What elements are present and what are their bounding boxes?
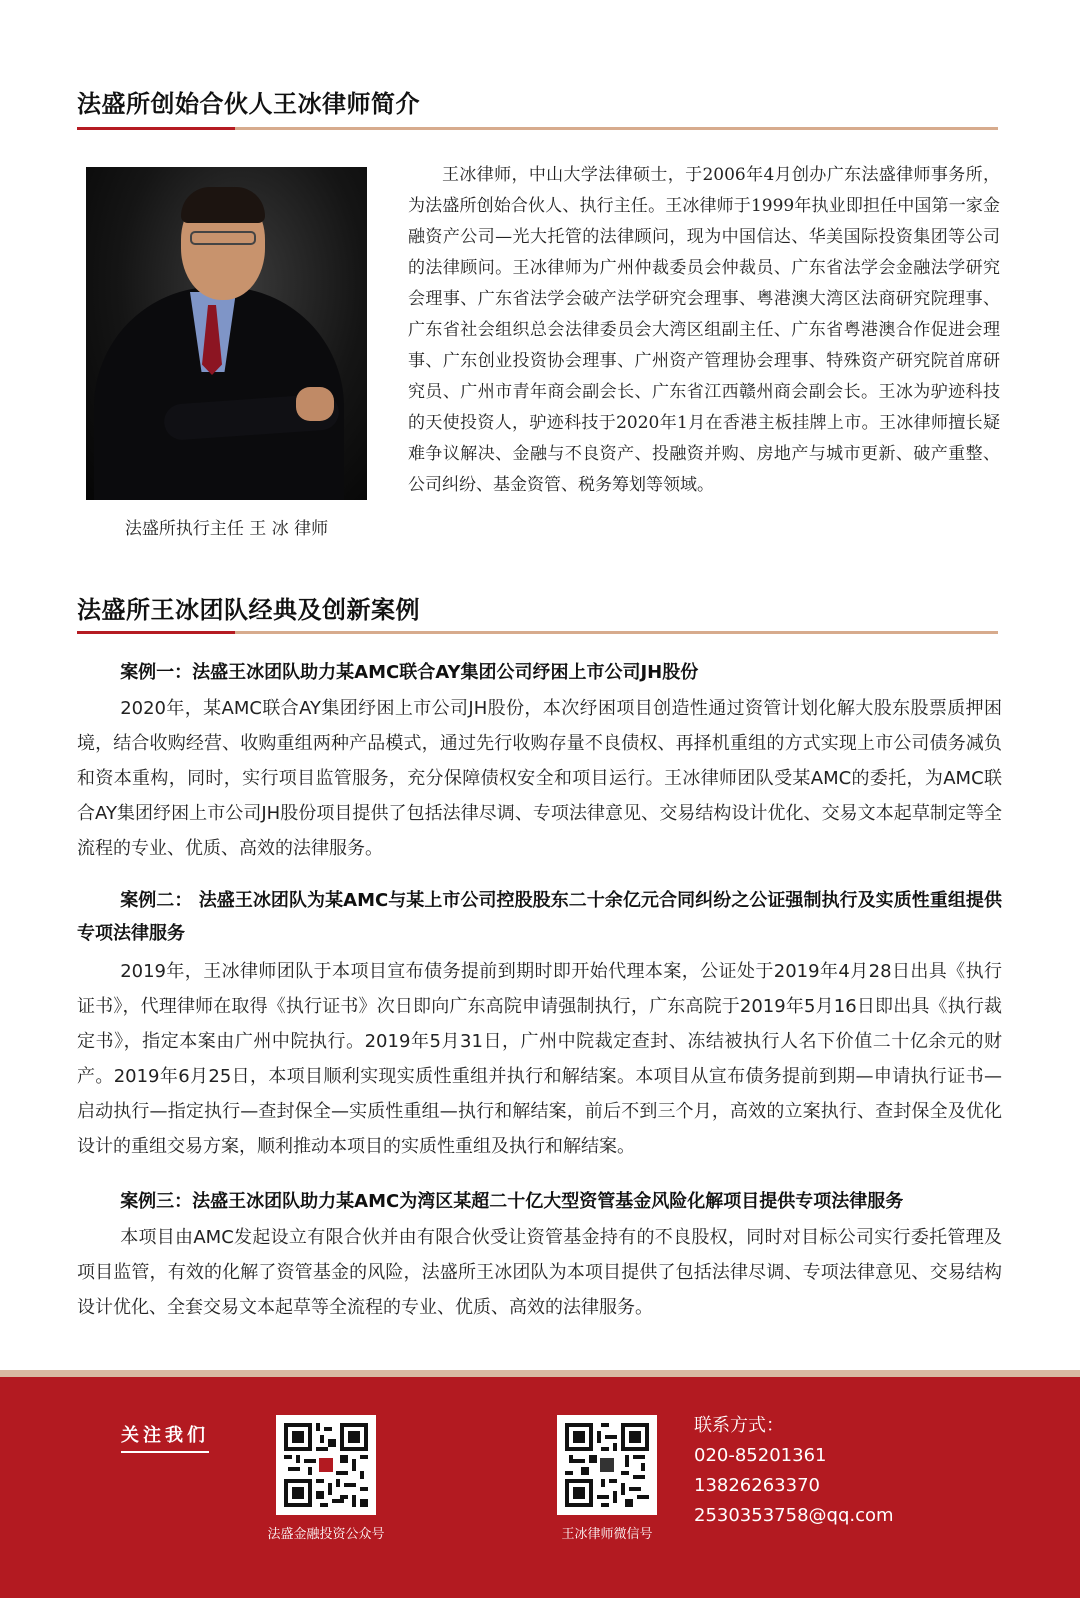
footer xyxy=(0,1377,1080,1598)
case-2-title: 案例二： 法盛王冰团队为某AMC与某上市公司控股股东二十余亿元合同纠纷之公证强制执行及实质性重组提供专项法律服务 xyxy=(77,890,1002,944)
email-address[interactable]: 2530353758@qq.com xyxy=(694,1505,894,1526)
photo-caption: 法盛所执行主任 王 冰 律师 xyxy=(124,519,329,539)
official-account-qr-caption: 法盛金融投资公众号 xyxy=(267,1527,385,1542)
follow-us-label: 关注我们 xyxy=(121,1421,209,1453)
cases-title-divider xyxy=(77,631,998,634)
case-2-body: 2019年，王冰律师团队于本项目宣布债务提前到期时即开始代理本案，公证处于2019年4月28日出具《执行证书》，代理律师在取得《执行证书》次日即向广东高院申请强制执行，广东高院于2019年5月16日即出具《执行裁定书》，指定本案由广州中院执行。2019年5月31日，广州中院裁定查封、冻结被执行人名下价值二十亿余元的财产。2019年6月25日，本项目顺利实现实质性重组并执行和解结案。本项目从宣布债务提前到期—申请执行证书—启动执行—指定执行—查封保全—实质性重组—执行和解结案，前后不到三个月，高效的立案执行、查封保全及优化设计的重组交易方案，顺利推动本项目的实质性重组及执行和解结案。 xyxy=(77,961,1002,1157)
case-3-body: 本项目由AMC发起设立有限合伙并由有限合伙受让资管基金持有的不良股权，同时对目标公司实行委托管理及项目监管，有效的化解了资管基金的风险，法盛所王冰团队为本项目提供了包括法律尽调、专项法律意见、交易结构设计优化、全套交易文本起草等全流程的专业、优质、高效的法律服务。 xyxy=(77,1227,1002,1318)
case-1-title: 案例一：法盛王冰团队助力某AMC联合AY集团公司纾困上市公司JH股份 xyxy=(120,662,699,683)
profile-title-divider xyxy=(77,127,998,130)
phone-number-1[interactable]: 020-85201361 xyxy=(694,1445,827,1466)
official-account-qr-code[interactable] xyxy=(276,1415,376,1515)
wechat-qr-caption: 王冰律师微信号 xyxy=(561,1527,653,1542)
profile-section-title: 法盛所创始合伙人王冰律师简介 xyxy=(77,90,420,118)
cases-section-title: 法盛所王冰团队经典及创新案例 xyxy=(77,596,420,624)
lawyer-portrait-photo xyxy=(86,167,367,500)
phone-number-2[interactable]: 13826263370 xyxy=(694,1475,820,1496)
footer-accent-band xyxy=(0,1370,1080,1377)
contact-label: 联系方式： xyxy=(694,1415,784,1436)
case-3-title: 案例三：法盛王冰团队助力某AMC为湾区某超二十亿大型资管基金风险化解项目提供专项法律服务 xyxy=(120,1191,904,1212)
contact-info xyxy=(694,1411,894,1531)
lawyer-bio-text: 王冰律师，中山大学法律硕士，于2006年4月创办广东法盛律师事务所，为法盛所创始合伙人、执行主任。王冰律师于1999年执业即担任中国第一家金融资产公司—光大托管的法律顾问，现为中国信达、华美国际投资集团等公司的法律顾问。王冰律师为广州仲裁委员会仲裁员、广东省法学会金融法学研究会理事、广东省法学会破产法学研究会理事、粤港澳大湾区法商研究院理事、广东省社会组织总会法律委员会大湾区组副主任、广东省粤港澳合作促进会理事、广东创业投资协会理事、广州资产管理协会理事、特殊资产研究院首席研究员、广州市青年商会副会长、广东省江西赣州商会副会长。王冰为驴迹科技的天使投资人，驴迹科技于2020年1月在香港主板挂牌上市。王冰律师擅长疑难争议解决、金融与不良资产、投融资并购、房地产与城市更新、破产重整、公司纠纷、基金资管、税务筹划等领域。 xyxy=(408,165,1000,495)
wechat-qr-code[interactable] xyxy=(557,1415,657,1515)
case-1-body: 2020年，某AMC联合AY集团纾困上市公司JH股份，本次纾困项目创造性通过资管计划化解大股东股票质押困境，结合收购经营、收购重组两种产品模式，通过先行收购存量不良债权、再择机重组的方式实现上市公司债务减负和资本重构，同时，实行项目监管服务，充分保障债权安全和项目运行。王冰律师团队受某AMC的委托，为AMC联合AY集团纾困上市公司JH股份项目提供了包括法律尽调、专项法律意见、交易结构设计优化、交易文本起草制定等全流程的专业、优质、高效的法律服务。 xyxy=(77,698,1002,859)
